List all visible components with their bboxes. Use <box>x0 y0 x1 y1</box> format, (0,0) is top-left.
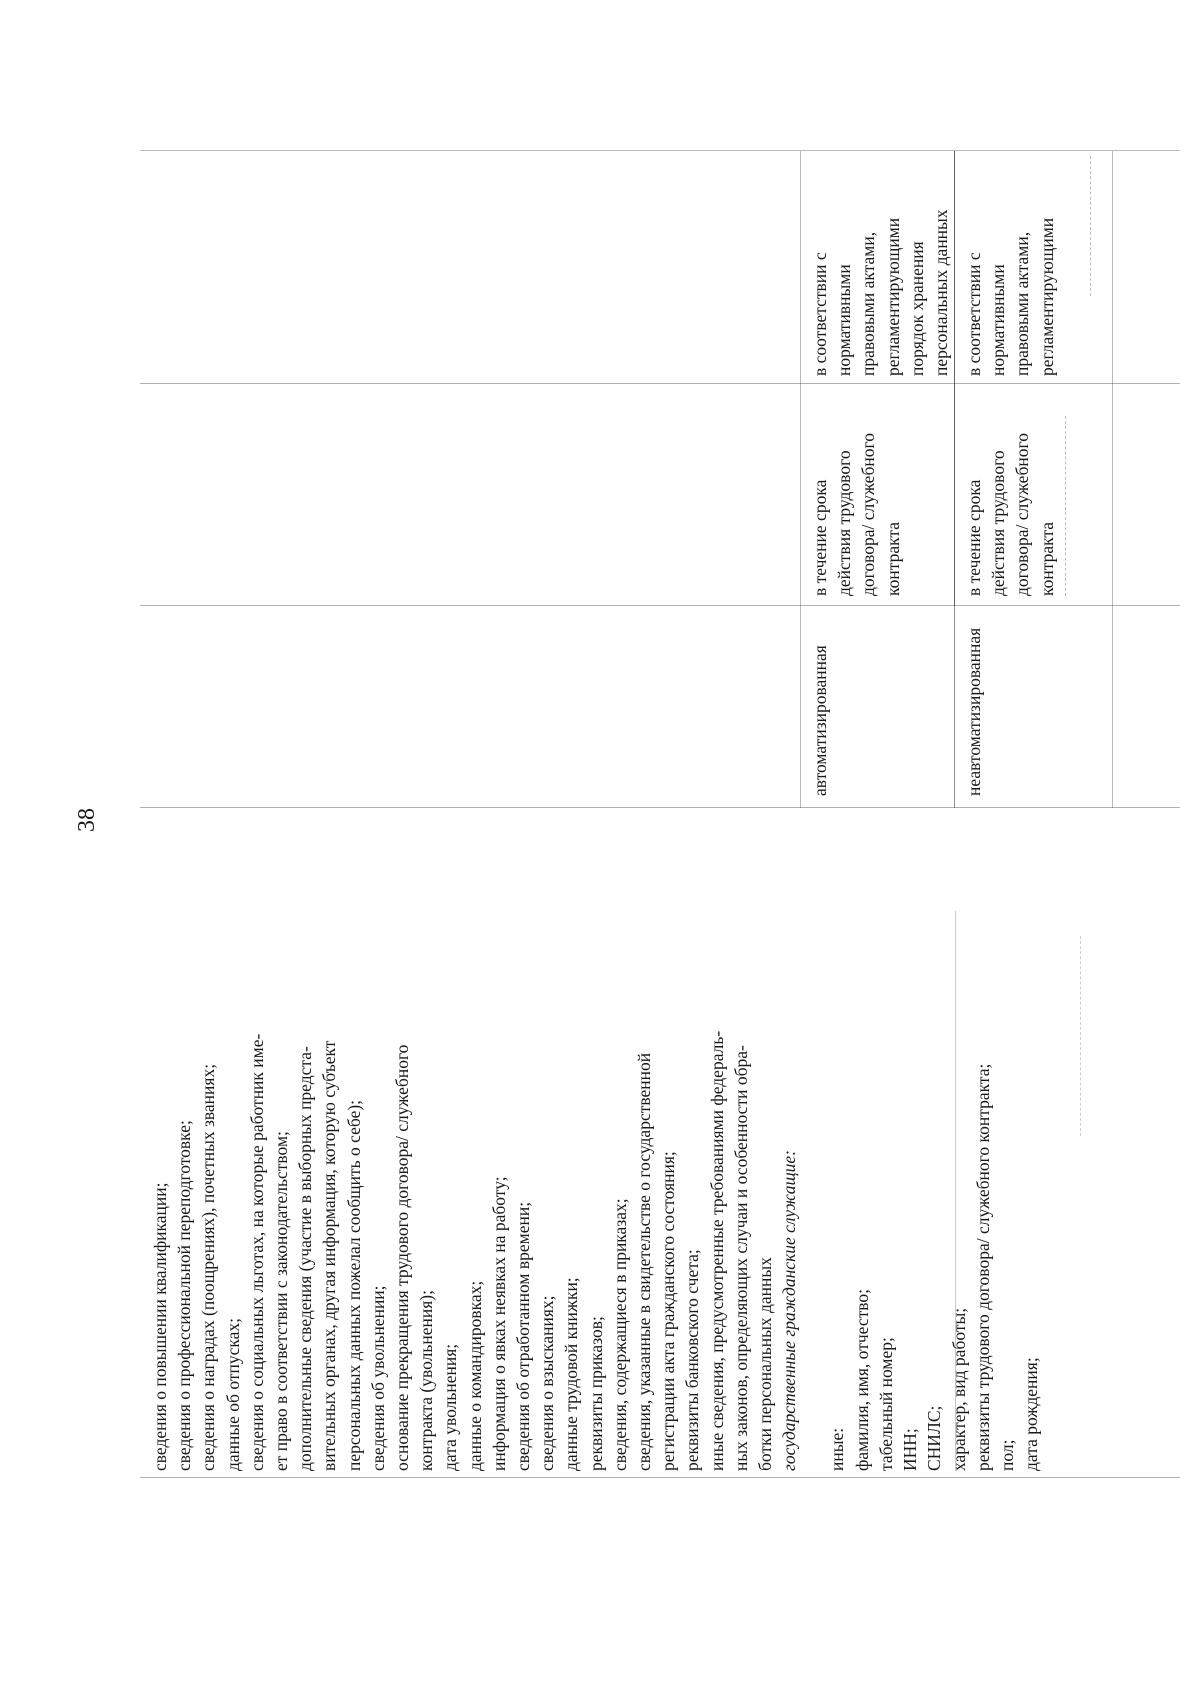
storage-line: порядок хранения <box>906 241 927 376</box>
processing-method: неавтоматизированная <box>964 627 984 796</box>
list-line: данные об отпусках; <box>222 1318 243 1471</box>
category-heading-others: иные: <box>827 1427 848 1471</box>
list-line: реквизиты банковского счета; <box>682 1249 703 1471</box>
list-line: данные о командировках; <box>464 1280 485 1471</box>
list-line: информация о явках неявках на работу; <box>488 1176 509 1471</box>
storage-term-cell <box>962 218 1059 376</box>
storage-line: нормативными <box>988 264 1009 376</box>
storage-line: регламентирующими <box>882 217 903 376</box>
list-line: реквизиты трудового договора/ служебного контракта; <box>972 1063 993 1471</box>
dashed-rule <box>1080 936 1082 1136</box>
list-line: сведения об отработанном времени; <box>513 1201 534 1471</box>
storage-line: персональных данных <box>931 209 952 376</box>
list-line: вительных органах, другая информация, которую субъект <box>319 1040 340 1471</box>
dashed-rule <box>1065 416 1067 596</box>
table-left-border <box>140 1477 1180 1478</box>
table-column-divider <box>140 807 1180 808</box>
list-line: СНИЛС; <box>924 1405 945 1471</box>
storage-line: в соответствии с <box>810 252 830 376</box>
term-line: действия трудового <box>988 450 1009 596</box>
list-line: ных законов, определяющих случаи и особенности обра- <box>730 1045 751 1471</box>
list-line: дополнительные сведения (участие в выборных предста- <box>295 1046 316 1471</box>
list-line: основание прекращения трудового договора/ служебного <box>392 1044 413 1471</box>
list-line: фамилия, имя, отчество; <box>851 1288 872 1471</box>
term-line: в течение срока <box>810 479 830 596</box>
list-line: табельный номер; <box>875 1337 896 1471</box>
dashed-rule <box>1090 156 1092 296</box>
list-line: реквизиты приказов; <box>585 1316 606 1471</box>
list-line: контракта (увольнения); <box>416 1290 437 1471</box>
term-line: договора/ служебного <box>858 433 879 596</box>
row-divider <box>1112 151 1113 808</box>
spacer <box>801 851 825 1471</box>
list-line: сведения о наградах (поощрениях), почетных званиях; <box>198 1063 219 1471</box>
list-line: сведения, указанные в свидетельстве о государственной <box>634 1052 655 1471</box>
storage-line: правовыми актами, <box>858 231 879 376</box>
list-line: регистрации акта гражданского состояния; <box>658 1151 679 1471</box>
term-line: контракта <box>882 521 903 596</box>
table-column-divider <box>140 605 1180 606</box>
list-line: сведения о взысканиях; <box>537 1295 558 1471</box>
list-line: сведения, содержащиеся в приказах; <box>609 1198 630 1471</box>
processing-term-cell <box>808 433 905 596</box>
storage-line: правовыми актами, <box>1012 231 1033 376</box>
page-number: 38 <box>74 808 100 832</box>
row-divider <box>954 151 955 606</box>
list-line: сведения об увольнении; <box>367 1285 388 1471</box>
list-line: ботки персональных данных <box>755 1257 776 1471</box>
term-line: в течение срока <box>964 479 984 596</box>
list-line: дата рождения; <box>1021 1357 1042 1471</box>
list-line: характер, вид работы; <box>948 1307 969 1471</box>
processing-method: автоматизированная <box>810 645 830 796</box>
processing-term-cell <box>962 433 1059 596</box>
storage-term-cell <box>808 209 953 376</box>
term-line: контракта <box>1036 521 1057 596</box>
row-divider <box>955 911 956 1471</box>
list-line: дата увольнения; <box>440 1343 461 1471</box>
row-divider <box>954 606 955 808</box>
list-line: сведения о социальных льготах, на которые работник име- <box>246 1033 267 1471</box>
list-line: сведения о повышении квалификации; <box>150 1182 170 1471</box>
list-line: данные трудовой книжки; <box>561 1277 582 1471</box>
list-line: персональных данных пожелал сообщить о себе); <box>343 1099 364 1471</box>
table-right-border <box>140 150 1180 151</box>
processing-method-cell <box>962 628 986 796</box>
storage-line: нормативными <box>834 264 855 376</box>
term-line: договора/ служебного <box>1012 433 1033 596</box>
row-divider <box>800 151 801 808</box>
list-line: ет право в соответствии с законодательством; <box>271 1131 292 1471</box>
storage-line: в соответствии с <box>964 252 984 376</box>
list-line: иные сведения, предусмотренные требованиями федераль- <box>706 1030 727 1471</box>
personal-data-list <box>148 851 1043 1471</box>
table-column-divider <box>140 383 1180 384</box>
list-line: ИНН; <box>900 1428 921 1471</box>
storage-line: регламентирующими <box>1036 217 1057 376</box>
category-heading-civil-servants: государственные гражданские служащие: <box>779 1149 800 1471</box>
term-line: действия трудового <box>834 450 855 596</box>
list-line: пол; <box>996 1439 1017 1471</box>
processing-method-cell <box>808 645 832 796</box>
list-line: сведения о профессиональной переподготовке; <box>174 1120 195 1471</box>
